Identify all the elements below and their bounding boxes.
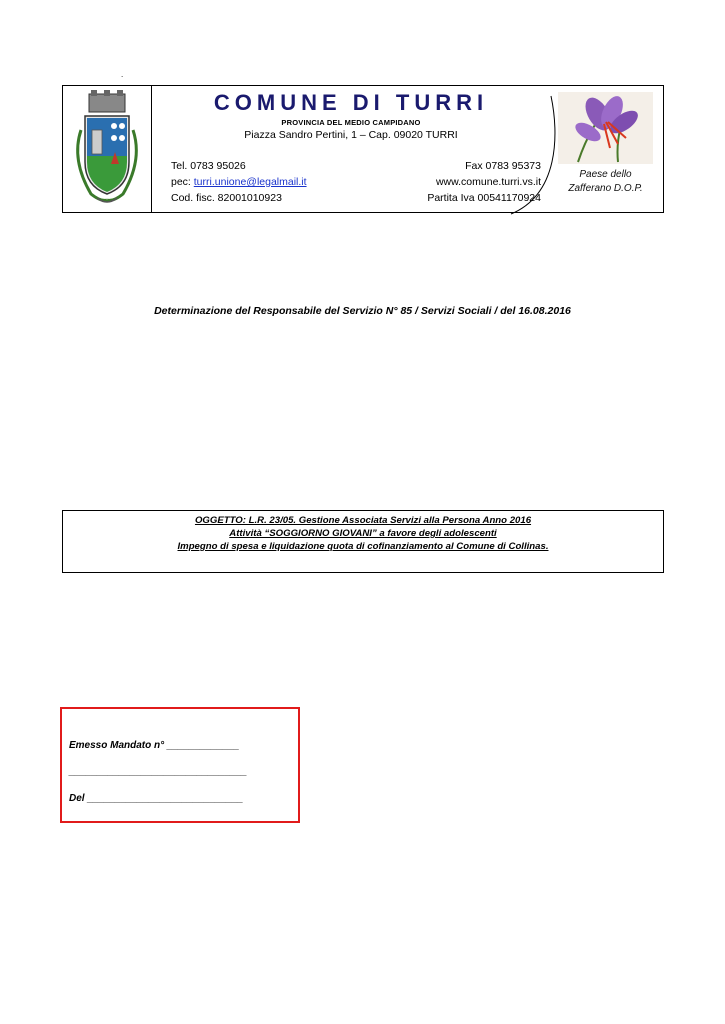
- coat-of-arms: [63, 86, 152, 212]
- subject-box: [62, 510, 664, 573]
- fax: Fax 0783 95373: [465, 160, 541, 172]
- saffron-panel: [548, 86, 663, 212]
- municipality-title: COMUNE DI TURRI: [213, 90, 489, 115]
- subject-line-3: Impegno di spesa e liquidazione quota di cofinanziamento al Comune di Collinas.: [177, 541, 549, 552]
- motto-line-1: Paese dello: [579, 169, 632, 180]
- pec-line: [171, 174, 307, 190]
- motto-line-2: Zafferano D.O.P.: [568, 183, 643, 194]
- mandate-number-line: Emesso Mandato n° _____________: [69, 740, 240, 751]
- address: Piazza Sandro Pertini, 1 – Cap. 09020 TURRI: [244, 129, 458, 141]
- determination-heading: Determinazione del Responsabile del Servizio N° 85 / Servizi Sociali / del 16.08.2016: [154, 305, 571, 317]
- telephone: Tel. 0783 95026: [171, 160, 246, 172]
- contact-left: [171, 158, 307, 206]
- province-name: PROVINCIA DEL MEDIO CAMPIDANO: [281, 118, 421, 127]
- vat-number: Partita Iva 00541170924: [427, 192, 541, 204]
- letterhead: [62, 85, 664, 213]
- pec-email-link[interactable]: turri.unione@legalmail.it: [193, 176, 307, 188]
- fiscal-code: Cod. fisc. 82001010923: [171, 192, 282, 204]
- pec-label: pec:: [171, 176, 194, 188]
- blank-line: ________________________________: [69, 766, 247, 777]
- coat-of-arms-icon: [67, 90, 147, 208]
- subject-line-1: OGGETTO: L.R. 23/05. Gestione Associata Servizi alla Persona Anno 2016: [194, 515, 532, 526]
- payment-order-box: [60, 707, 300, 823]
- stray-dot: .: [121, 70, 124, 79]
- saffron-flower-icon: [558, 92, 653, 164]
- website: www.comune.turri.vs.it: [435, 176, 541, 188]
- motto: [548, 168, 663, 196]
- subject-line-2: Attività “SOGGIORNO GIOVANI” a favore degli adolescenti: [229, 528, 497, 539]
- date-line: Del ____________________________: [69, 793, 244, 804]
